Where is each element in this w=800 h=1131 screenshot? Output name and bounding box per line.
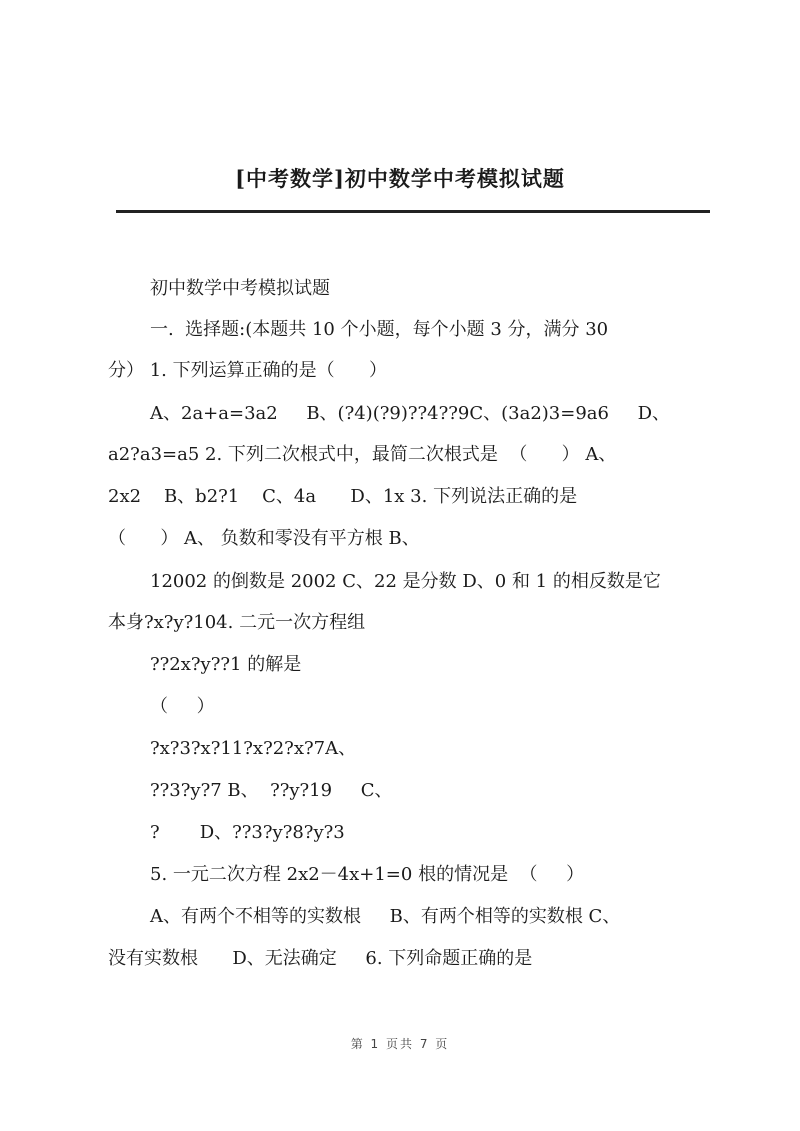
text-line: 2x2 B、b2?1 C、4a D、1x 3. 下列说法正确的是 (108, 486, 578, 507)
text-line: 分） 1. 下列运算正确的是（ ） (108, 360, 387, 381)
page-footer: 第 1 页共 7 页 (350, 1037, 450, 1051)
text-line: 没有实数根 D、无法确定 6. 下列命题正确的是 (108, 948, 533, 969)
title-divider (116, 210, 710, 213)
text-line: 初中数学中考模拟试题 (150, 278, 330, 299)
text-line: a2?a3=a5 2. 下列二次根式中，最简二次根式是 （ ） A、 (108, 444, 617, 465)
text-line: 本身?x?y?104. 二元一次方程组 (108, 612, 366, 633)
document-title: [中考数学]初中数学中考模拟试题 (235, 166, 565, 191)
text-line: 12002 的倒数是 2002 C、22 是分数 D、0 和 1 的相反数是它 (150, 571, 661, 592)
text-line: ?x?3?x?11?x?2?x?7A、 (150, 738, 357, 759)
text-line: 5. 一元二次方程 2x2－4x+1=0 根的情况是 （ ） (150, 864, 585, 885)
text-line: ? D、??3?y?8?y?3 (150, 822, 345, 843)
text-line: 一. 选择题:(本题共 10 个小题，每个小题 3 分，满分 30 (150, 319, 609, 340)
text-line: （ ） A、 负数和零没有平方根 B、 (108, 528, 420, 549)
text-line: A、有两个不相等的实数根 B、有两个相等的实数根 C、 (150, 906, 621, 927)
text-line: A、2a+a=3a2 B、(?4)(?9)??4??9C、(3a2)3=9a6 D、 (150, 403, 671, 424)
text-line: （ ） (150, 696, 215, 717)
text-line: ??3?y?7 B、 ??y?19 C、 (150, 780, 393, 801)
text-line: ??2x?y??1 的解是 (150, 654, 302, 675)
